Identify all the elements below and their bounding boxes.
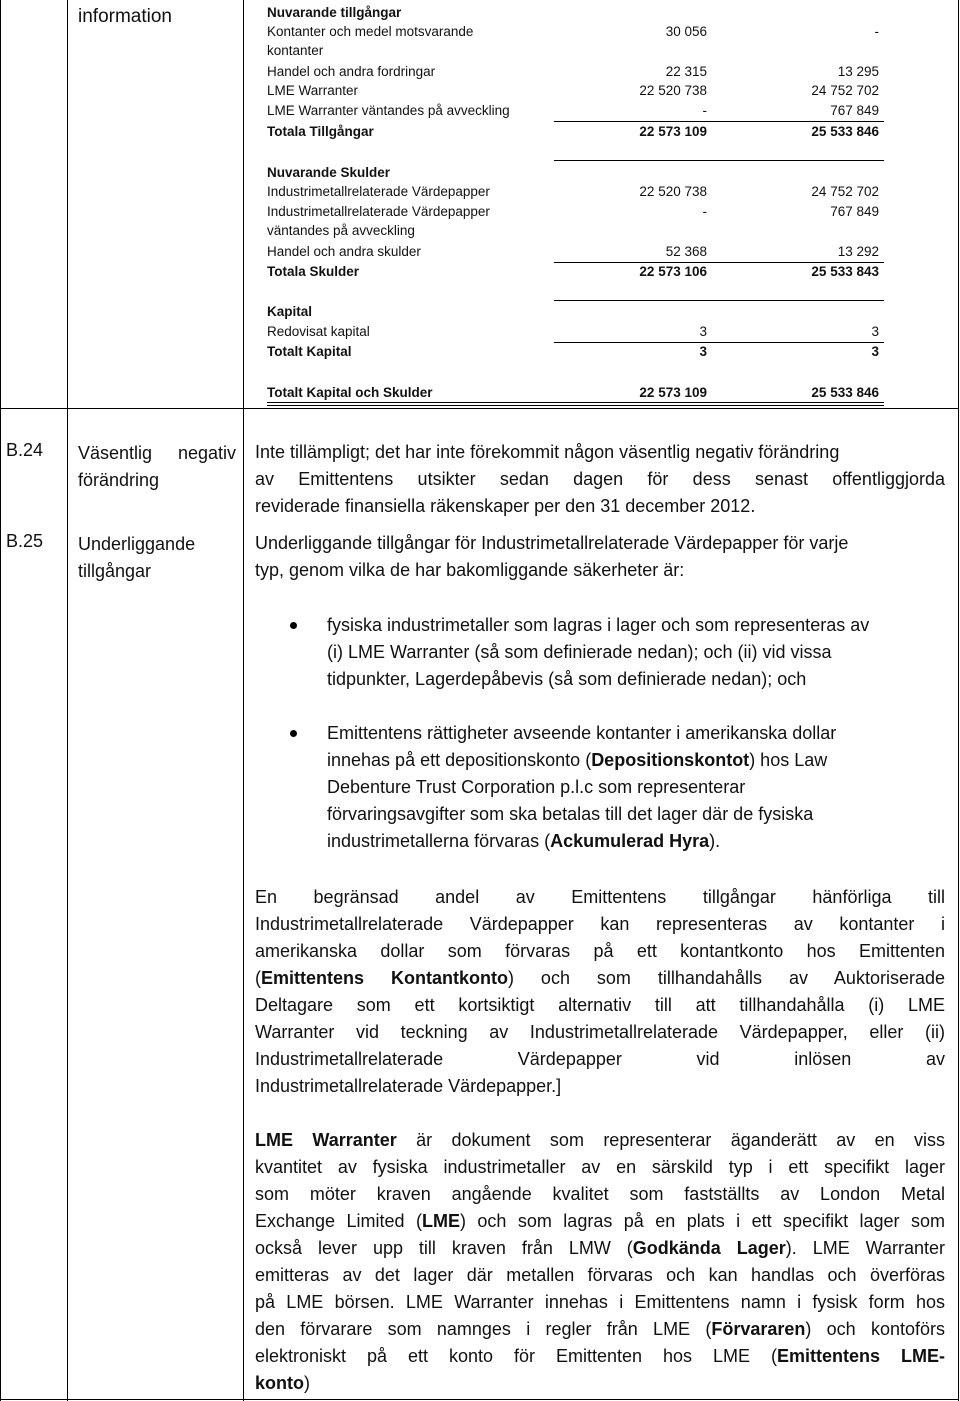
text-line: på LME börsen. LME Warranter innehas i Emittentens namn i fysisk form hos — [255, 1292, 945, 1312]
defined-term: Depositionskontot — [591, 750, 750, 770]
b25-paragraph-lme — [255, 1127, 945, 1397]
text-line: Underliggande tillgångar för Industrimetallrelaterade Värdepapper för varje — [255, 533, 849, 553]
b24-title-line: Väsentlig negativ — [78, 443, 236, 463]
fin-row: Handel och andra fordringar 22 315 13 295 — [267, 64, 879, 79]
text-line: Exchange Limited (LME) och som lagras på en plats i ett specifikt lager som — [255, 1211, 945, 1231]
text-line: förvaringsavgifter som ska betalas till det lager där de fysiska — [327, 804, 814, 824]
b24-code: B.24 — [6, 440, 44, 460]
defined-term: Godkända Lager — [632, 1238, 786, 1258]
b25-paragraph-cash — [255, 884, 945, 1100]
section-rule — [554, 160, 884, 161]
fin-row: väntandes på avveckling — [267, 223, 415, 238]
section-label-information: information — [78, 6, 172, 27]
defined-term: LME Warranter — [255, 1130, 397, 1150]
text-line: reviderade finansiella räkenskaper per den 31 december 2012. — [255, 496, 756, 516]
b25-intro — [255, 530, 945, 584]
bullet-icon — [290, 730, 297, 737]
fin-row: Handel och andra skulder 52 368 13 292 — [267, 244, 879, 259]
text-line: av Emittentens utsikter sedan dagen för dess senast offentliggjorda — [255, 469, 945, 489]
col-divider-1 — [67, 0, 68, 1401]
text-line: amerikanska dollar som förvaras på ett kontantkonto hos Emittenten — [255, 941, 945, 961]
text-line: elektroniskt på ett konto för Emittenten hos LME (Emittentens LME- — [255, 1346, 945, 1366]
fin-row: Industrimetallrelaterade Värdepapper - 767 849 — [267, 204, 879, 219]
b24-title — [78, 440, 236, 494]
text-line: En begränsad andel av Emittentens tillgångar hänförliga till — [255, 887, 945, 907]
defined-term: Emittentens Kontantkonto — [261, 968, 508, 988]
defined-term: Ackumulerad Hyra — [550, 831, 710, 851]
text-line: Debenture Trust Corporation p.l.c som representerar — [327, 777, 746, 797]
text-line: LME Warranter är dokument som representerar äganderätt av en viss — [255, 1130, 945, 1150]
b24-title-line: förändring — [78, 470, 160, 490]
text-line: (i) LME Warranter (så som definierade nedan); och (ii) vid vissa — [327, 642, 832, 662]
text-line: innehas på ett depositionskonto (Depositionskontot) hos Law — [327, 750, 828, 770]
text-line: Industrimetallrelaterade Värdepapper vid inlösen av — [255, 1049, 945, 1069]
table-border-left — [0, 0, 1, 1401]
assets-heading: Nuvarande tillgångar — [267, 5, 402, 20]
b25-code: B.25 — [6, 531, 44, 551]
text-line: emitteras av det lager där metallen förvaras och kan handlas och överföras — [255, 1265, 945, 1285]
b25-title-line: tillgångar — [78, 561, 152, 581]
fin-row: LME Warranter väntandes på avveckling - 767 849 — [267, 103, 879, 118]
total-row: Totala Tillgångar 22 573 109 25 533 846 — [267, 124, 879, 139]
b25-title — [78, 531, 236, 585]
table-border-right — [958, 0, 959, 1401]
bullet-item — [327, 720, 947, 855]
text-line: Emittentens rättigheter avseende kontanter i amerikanska dollar — [327, 723, 837, 743]
b24-text — [255, 439, 945, 520]
b25-title-line: Underliggande — [78, 534, 196, 554]
bullet-icon — [290, 622, 297, 629]
total-row: Totala Skulder 22 573 106 25 533 843 — [267, 264, 879, 279]
text-line: industrimetallerna förvaras (Ackumulerad Hyra). — [327, 831, 721, 851]
capital-heading: Kapital — [267, 304, 313, 319]
table-border-bottom — [0, 1399, 959, 1400]
text-line: Industrimetallrelaterade Värdepapper.] — [255, 1076, 562, 1096]
grand-total-row: Totalt Kapital och Skulder 22 573 109 25 533 846 — [267, 385, 879, 400]
defined-term: LME — [421, 1211, 460, 1231]
text-line: Deltagare som ett kortsiktigt alternativ till att tillhandahålla (i) LME — [255, 995, 945, 1015]
fin-row: Kontanter och medel motsvarande 30 056 - — [267, 24, 879, 39]
col-divider-2 — [243, 0, 244, 1401]
fin-row: Redovisat kapital 3 3 — [267, 324, 879, 339]
text-line: fysiska industrimetaller som lagras i lager och som representeras av — [327, 615, 870, 635]
text-line: tidpunkter, Lagerdepåbevis (så som definierade nedan); och — [327, 669, 807, 689]
fin-row: LME Warranter 22 520 738 24 752 702 — [267, 83, 879, 98]
grand-total-rule — [267, 402, 884, 403]
financial-statement — [267, 0, 887, 408]
row-divider-b24 — [0, 408, 959, 409]
text-line: kvantitet av fysiska industrimetaller av en särskild typ i ett specifikt lager — [255, 1157, 945, 1177]
text-line: Inte tillämpligt; det har inte förekommit någon väsentlig negativ förändring — [255, 442, 840, 462]
text-line: konto) — [255, 1373, 310, 1393]
text-line: Warranter vid teckning av Industrimetallrelaterade Värdepapper, eller (ii) — [255, 1022, 945, 1042]
total-row: Totalt Kapital 3 3 — [267, 344, 879, 359]
defined-term: Emittentens LME- — [777, 1346, 945, 1366]
fin-row: Industrimetallrelaterade Värdepapper 22 520 738 24 752 702 — [267, 184, 879, 199]
defined-term: konto — [255, 1373, 304, 1393]
defined-term: Förvararen — [711, 1319, 806, 1339]
text-line: typ, genom vilka de har bakomliggande säkerheter är: — [255, 560, 685, 580]
text-line: (Emittentens Kontantkonto) och som tillhandahålls av Auktoriserade — [255, 968, 945, 988]
text-line: som möter kraven angående kvalitet som fastställts av London Metal — [255, 1184, 945, 1204]
bullet-item — [327, 612, 947, 693]
text-line: den förvarare som namnges i regler från LME (Förvararen) och kontoförs — [255, 1319, 945, 1339]
section-rule — [554, 300, 884, 301]
text-line: också lever upp till kraven från LMW (Godkända Lager). LME Warranter — [255, 1238, 946, 1258]
liabilities-heading: Nuvarande Skulder — [267, 165, 391, 180]
grand-total-rule — [267, 405, 884, 406]
text-line: Industrimetallrelaterade Värdepapper kan representeras av kontanter i — [255, 914, 945, 934]
fin-row: kontanter — [267, 43, 324, 58]
